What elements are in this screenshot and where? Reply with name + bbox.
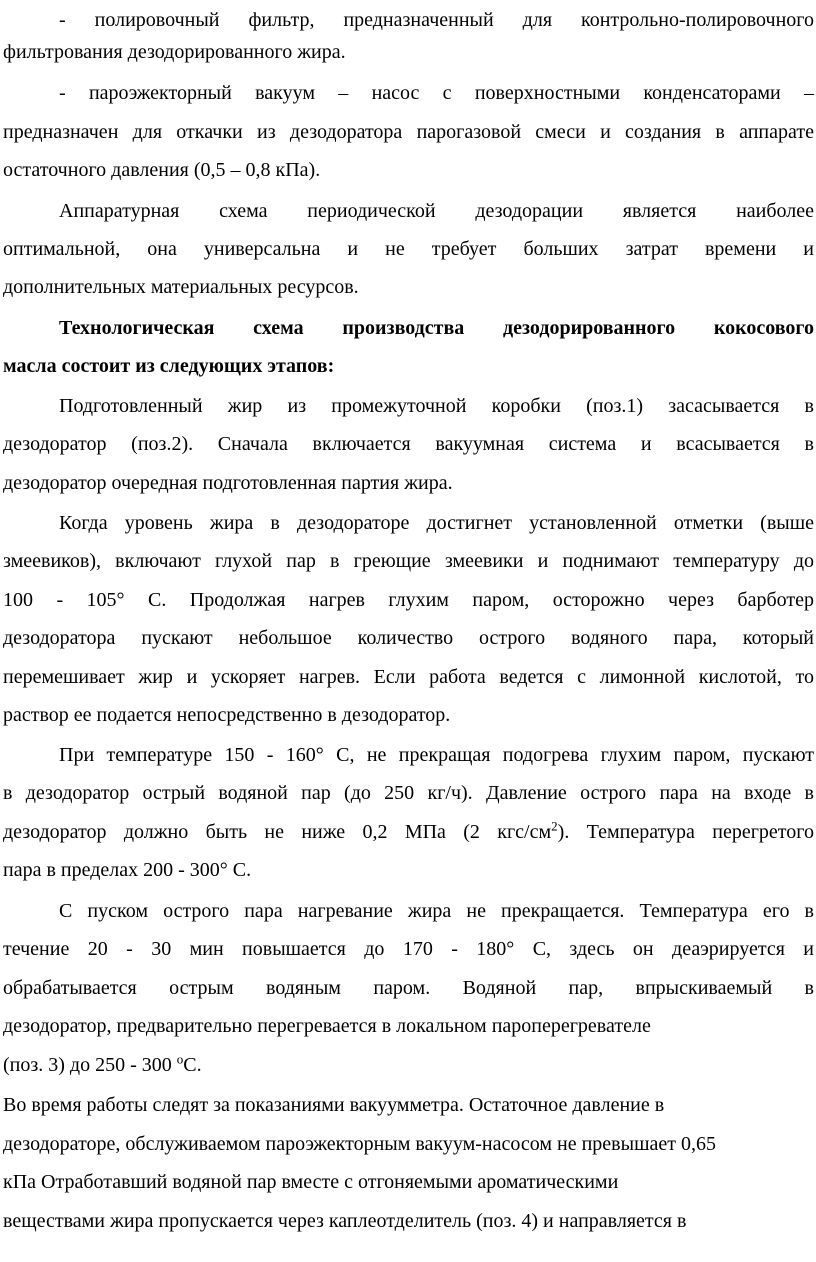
text-line: дезодоратор очередная подготовленная партия жира. — [3, 472, 453, 494]
text-segment: (поз. 3) до 250 - 300 — [3, 1054, 177, 1076]
text-line: в дезодоратор острый водяной пар (до 250 кг/ч). Давление острого пара на входе в — [3, 782, 814, 804]
text-line: - полировочный фильтр, предназначенный для контрольно-полировочного — [59, 9, 814, 31]
text-line: дополнительных материальных ресурсов. — [3, 276, 359, 298]
text-line: обрабатывается острым водяным паром. Водяной пар, впрыскиваемый в — [3, 977, 814, 999]
text-line: фильтрования дезодорированного жира. — [3, 41, 346, 63]
text-line: течение 20 - 30 мин повышается до 170 - 180° С, здесь он деаэрируется и — [3, 938, 814, 960]
text-line: кПа Отработавший водяной пар вместе с отгоняемыми ароматическими — [3, 1171, 619, 1193]
text-line: Во время работы следят за показаниями вакуумметра. Остаточное давление в — [3, 1094, 665, 1116]
text-line: предназначен для откачки из дезодоратора парогазовой смеси и создания в аппарате — [3, 121, 814, 143]
text-line: змеевиков), включают глухой пар в греющие змеевики и поднимают температуру до — [3, 550, 814, 572]
superscript: о — [176, 1051, 184, 1067]
section-heading: Технологическая схема производства дезодорированного кокосового — [59, 317, 814, 339]
text-segment: ). Температура перегретого — [557, 821, 814, 843]
text-line: раствор ее подается непосредственно в дезодоратор. — [3, 704, 451, 726]
text-line: Когда уровень жира в дезодораторе достигнет установленной отметки (выше — [59, 512, 814, 534]
text-line: - пароэжекторный вакуум – насос с поверхностными конденсаторами – — [59, 82, 814, 104]
text-line: остаточного давления (0,5 – 0,8 кПа). — [3, 159, 321, 181]
text-line: При температуре 150 - 160° С, не прекращая подогрева глухим паром, пускают — [59, 744, 814, 766]
text-line: Аппаратурная схема периодической дезодорации является наиболее — [59, 200, 814, 222]
text-line — [3, 817, 814, 847]
text-line: 100 - 105° С. Продолжая нагрев глухим паром, осторожно через барботер — [3, 589, 814, 611]
text-line: веществами жира пропускается через каплеотделитель (поз. 4) и направляется в — [3, 1210, 687, 1232]
text-line: дезодоратор (поз.2). Сначала включается вакуумная система и всасывается в — [3, 433, 814, 455]
text-line: оптимальной, она универсальна и не требует больших затрат времени и — [3, 238, 814, 260]
text-line: дезодоратора пускают небольшое количество острого водяного пара, который — [3, 627, 814, 649]
text-line: пара в пределах 200 - 300° С. — [3, 859, 252, 881]
text-segment: С. — [183, 1054, 202, 1076]
text-line: Подготовленный жир из промежуточной коробки (поз.1) засасывается в — [59, 395, 814, 417]
text-line: перемешивает жир и ускоряет нагрев. Если работа ведется с лимонной кислотой, то — [3, 666, 814, 688]
text-line — [3, 1050, 814, 1080]
text-line: С пуском острого пара нагревание жира не прекращается. Температура его в — [59, 900, 814, 922]
superscript: 2 — [551, 818, 558, 834]
text-segment: дезодоратор должно быть не ниже 0,2 МПа (2 кгс/см — [3, 821, 552, 843]
section-heading: масла состоит из следующих этапов: — [3, 355, 335, 377]
text-line: дезодоратор, предварительно перегревается в локальном пароперегревателе — [3, 1015, 651, 1037]
text-line: дезодораторе, обслуживаемом пароэжекторным вакуум-насосом не превышает 0,65 — [3, 1133, 716, 1155]
